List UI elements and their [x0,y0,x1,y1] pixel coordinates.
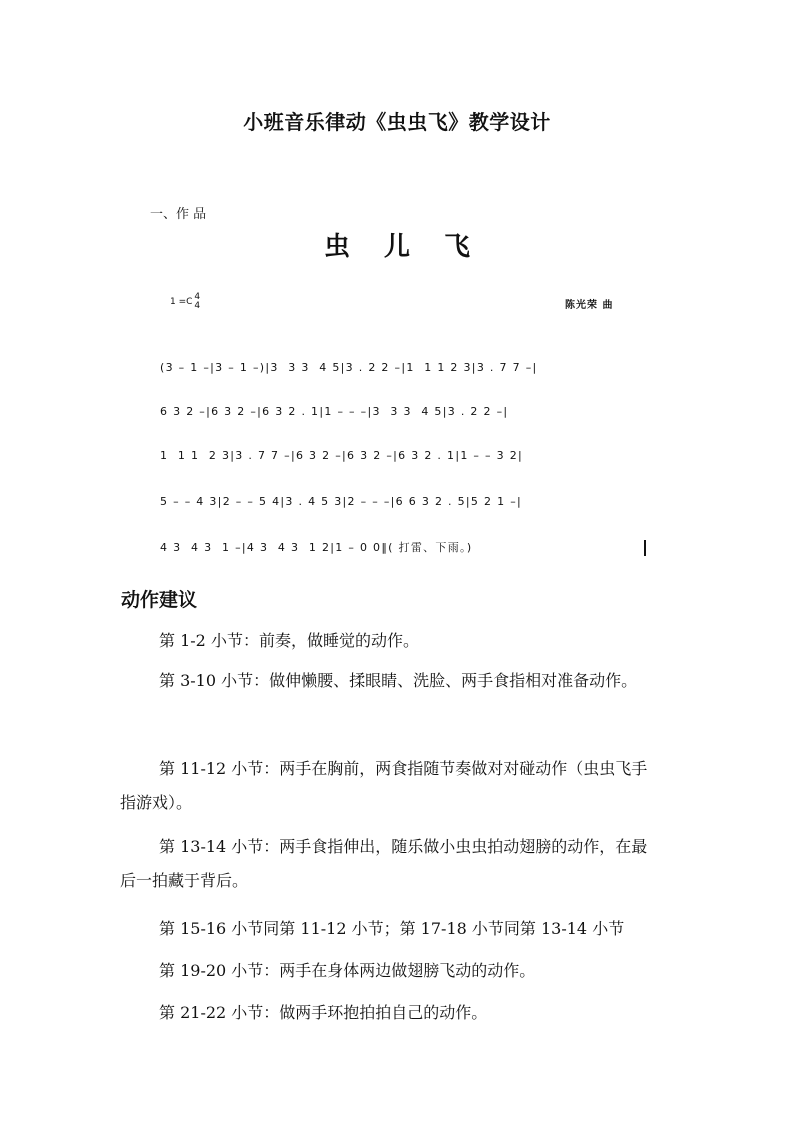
suggestion-item: 第 13-14 小节：两手食指伸出，随乐做小虫虫拍动翅膀的动作，在最后一拍藏于背后。 [120,837,648,890]
suggestion-item: 第 15-16 小节同第 11-12 小节；第 17-18 小节同第 13-14 小节 [159,919,625,938]
suggestion-item: 第 1-2 小节：前奏，做睡觉的动作。 [159,631,419,650]
notation-line-5: 4 3 4 3 1 –|4 3 4 3 1 2|1 – 0 0‖( 打雷、下雨。) [160,541,473,554]
notation-line-1: (3 – 1 –|3 – 1 –)|3 3 3 4 5|3 . 2 2 –|1 1 1 2 3|3 . 7 7 –| [160,361,538,374]
suggestion-item: 第 21-22 小节：做两手环抱拍拍自己的动作。 [159,1003,488,1022]
notation-line-2: 6 3 2 –|6 3 2 –|6 3 2 . 1|1 – – –|3 3 3 4 5|3 . 2 2 –| [160,405,509,418]
suggestion-item: 第 19-20 小节：两手在身体两边做翅膀飞动的动作。 [159,961,536,980]
notation-line-4: 5 – – 4 3|2 – – 5 4|3 . 4 5 3|2 – – –|6 6 3 2 . 5|5 2 1 –| [160,495,523,508]
score-section-label: 一、作 品 [150,207,207,222]
song-title: 虫儿飞 [323,232,504,262]
key-signature [170,293,200,311]
document-title: 小班音乐律动《虫虫飞》教学设计 [243,110,551,134]
suggestion-item: 第 11-12 小节：两手在胸前，两食指随节奏做对对碰动作（虫虫飞手指游戏）。 [120,759,648,812]
notation-line-3: 1 1 1 2 3|3 . 7 7 –|6 3 2 –|6 3 2 –|6 3 2 . 1|1 – – 3 2| [160,449,524,462]
composer-credit: 陈光荣 曲 [565,300,614,311]
suggestion-item: 第 3-10 小节：做伸懒腰、揉眼睛、洗脸、两手食指相对准备动作。 [159,671,638,690]
time-signature-top: 4 [194,292,201,302]
key-prefix: 1 =C [170,297,193,307]
section-title: 动作建议 [121,589,198,611]
time-signature-bottom: 4 [194,301,201,311]
time-signature [194,293,200,311]
final-barline [644,540,646,556]
